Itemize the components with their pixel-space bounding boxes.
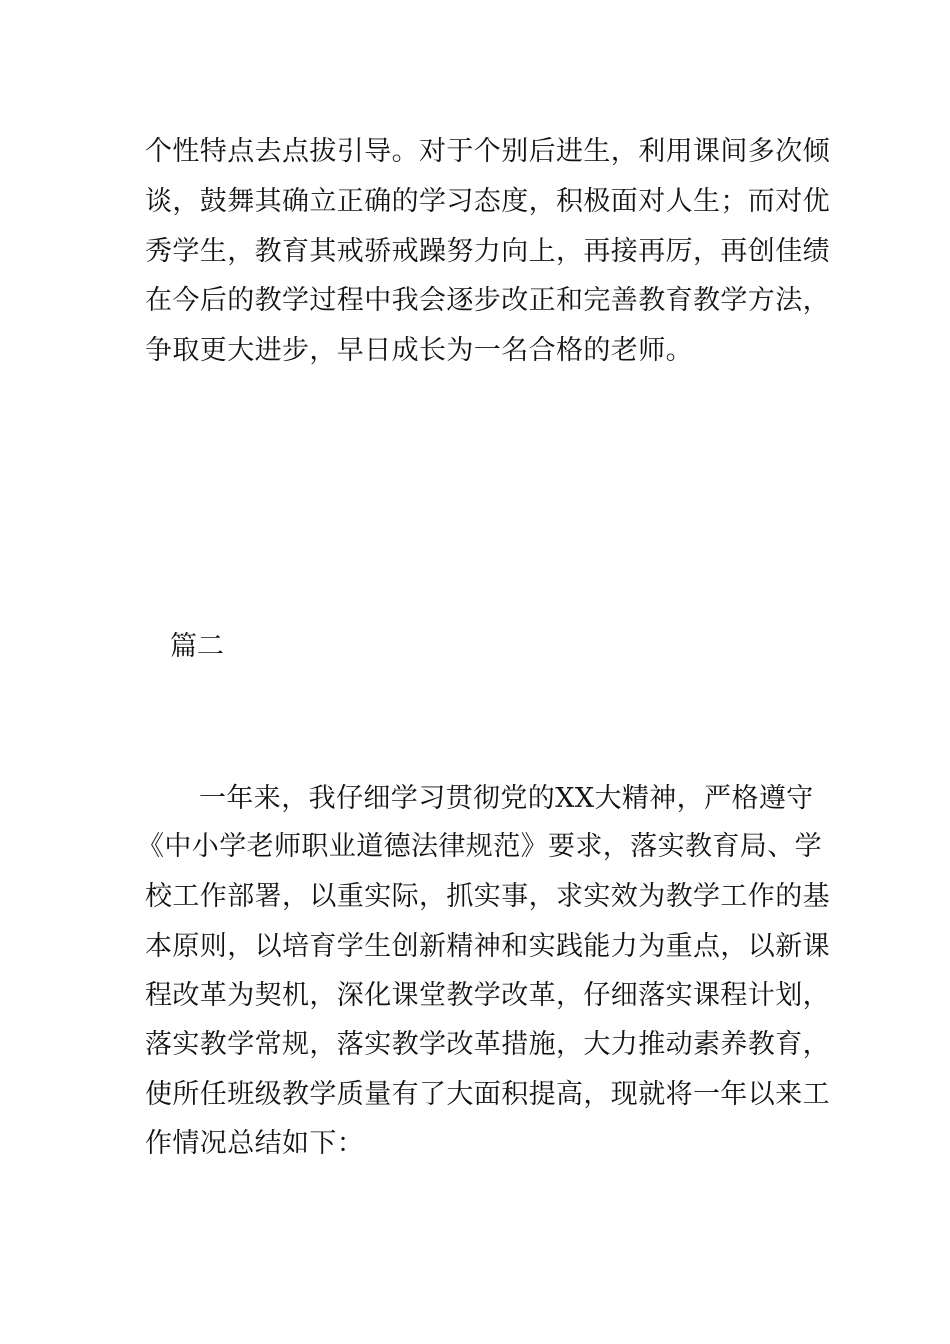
paragraph-line: 一年来，我仔细学习贯彻党的XX大精神，严格遵守: [199, 783, 814, 814]
paragraph-line: 《中小学老师职业道德法律规范》要求，落实教育局、学: [137, 831, 822, 862]
paragraph-line: 本原则，以培育学生创新精神和实践能力为重点，以新课: [145, 931, 830, 962]
paragraph-line: 作情况总结如下：: [145, 1128, 365, 1159]
paragraph-line: 争取更大进步，早日成长为一名合格的老师。: [145, 335, 693, 366]
paragraph-line: 落实教学常规，落实教学改革措施，大力推动素养教育，: [145, 1029, 830, 1060]
section-heading: 篇二: [170, 631, 224, 662]
paragraph-line: 程改革为契机，深化课堂教学改革，仔细落实课程计划，: [145, 980, 830, 1011]
paragraph-line: 校工作部署，以重实际，抓实事，求实效为教学工作的基: [145, 881, 830, 912]
paragraph-line: 个性特点去点拔引导。对于个别后进生，利用课间多次倾: [145, 136, 830, 167]
paragraph-line: 使所任班级教学质量有了大面积提高，现就将一年以来工: [145, 1079, 830, 1110]
paragraph-line: 在今后的教学过程中我会逐步改正和完善教育教学方法，: [145, 285, 830, 316]
paragraph-line: 谈，鼓舞其确立正确的学习态度，积极面对人生；而对优: [145, 186, 830, 217]
paragraph-line: 秀学生，教育其戒骄戒躁努力向上，再接再厉，再创佳绩: [145, 236, 830, 267]
